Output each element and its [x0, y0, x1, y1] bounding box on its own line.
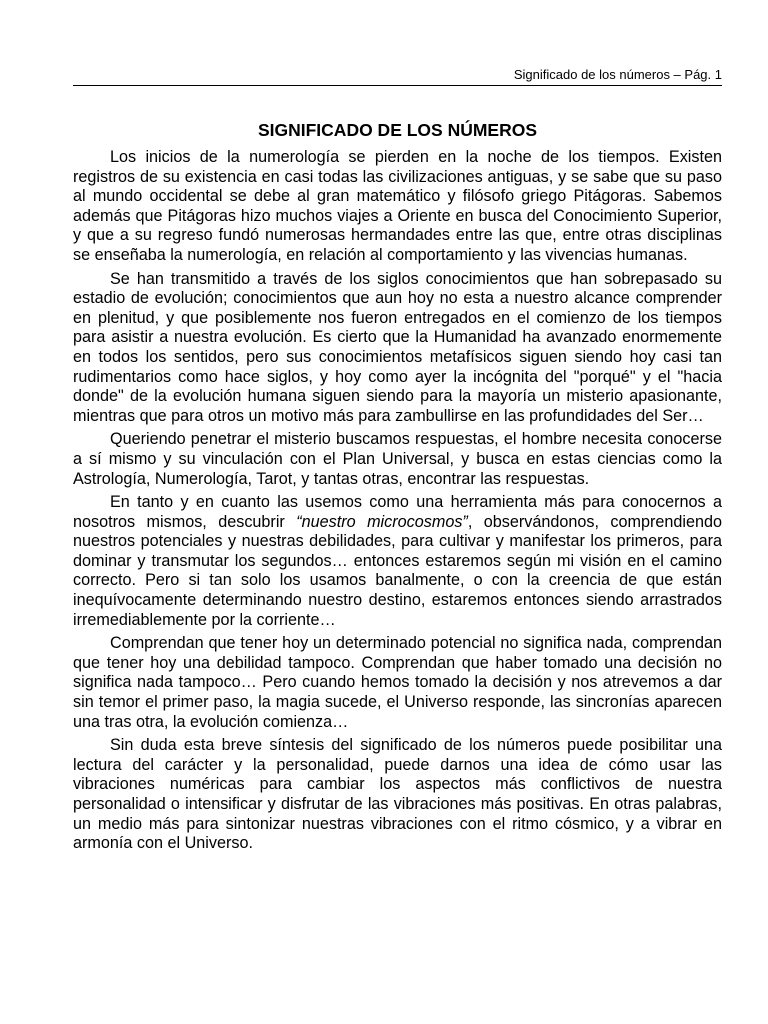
- paragraph-4-text-before: En tanto y en cuanto las usemos como una herramienta más para conocernos a nosotros mismos, descubrir: [73, 493, 722, 531]
- document-body: [73, 148, 722, 858]
- paragraph-5: Comprendan que tener hoy un determinado potencial no significa nada, comprendan que tener hoy una debilidad tampoco. Comprendan que haber tomado una decisión no significa nada tampoco… Pero cuando hemos tomado la decisión y nos atrevemos a dar sin temor el primer paso, la magia sucede, el Universo responde, las sincronías aparecen una tras otra, la evolución comienza…: [73, 634, 722, 731]
- page-header: Significado de los números – Pág. 1: [513, 67, 722, 82]
- paragraph-4: [73, 493, 722, 630]
- paragraph-3: Queriendo penetrar el misterio buscamos respuestas, el hombre necesita conocerse a sí mismo y su vinculación con el Plan Universal, y busca en estas ciencias como la Astrología, Numerología, Tarot, y tantas otras, encontrar las respuestas.: [73, 430, 722, 488]
- paragraph-4-emphasis: “nuestro microcosmos”: [296, 512, 468, 531]
- paragraph-1: Los inicios de la numerología se pierden en la noche de los tiempos. Existen registros de su existencia en casi todas las civilizaciones antiguas, y se sabe que su paso al mundo occidental se debe al gran matemático y filósofo griego Pitágoras. Sabemos además que Pitágoras hizo muchos viajes a Oriente en busca del Conocimiento Superior, y que a su regreso fundó numerosas hermandades entre las que, entre otras disciplinas se enseñaba la numerología, en relación al comportamiento y las vivencias humanas.: [73, 148, 722, 264]
- paragraph-4-text-after: , observándonos, comprendiendo nuestros potenciales y nuestras debilidades, para cultivar y manifestar los primeros, para dominar y transmutar los segundos… entonces estaremos según mi visión en el camino correcto. Pero si tan solo los usamos banalmente, o con la creencia de que están inequívocamente determinando nuestro destino, estaremos entonces siendo arrastrados irremediablemente por la corriente…: [73, 512, 722, 629]
- paragraph-2: Se han transmitido a través de los siglos conocimientos que han sobrepasado su estadio de evolución; conocimientos que aun hoy no esta a nuestro alcance comprender en plenitud, y que posiblemente nos fueron entregados en el comienzo de los tiempos para asistir a nuestra evolución. Es cierto que la Humanidad ha avanzado enormemente en todos los sentidos, pero sus conocimientos metafísicos siguen siendo hoy casi tan rudimentarios como hace siglos, y hoy como ayer la incógnita del "porqué" y el "hacia donde" de la evolución humana siguen siendo para la mayoría un misterio apasionante, mientras que para otros un motivo más para zambullirse en las profundidades del Ser…: [73, 269, 722, 425]
- document-title: SIGNIFICADO DE LOS NÚMEROS: [257, 120, 538, 140]
- header-rule: [73, 85, 722, 86]
- paragraph-6: Sin duda esta breve síntesis del significado de los números puede posibilitar una lectura del carácter y la personalidad, puede darnos una idea de cómo usar las vibraciones numéricas para cambiar los aspectos más conflictivos de nuestra personalidad o intensificar y disfrutar de las vibraciones más positivas. En otras palabras, un medio más para sintonizar nuestras vibraciones con el ritmo cósmico, y a vibrar en armonía con el Universo.: [73, 736, 722, 853]
